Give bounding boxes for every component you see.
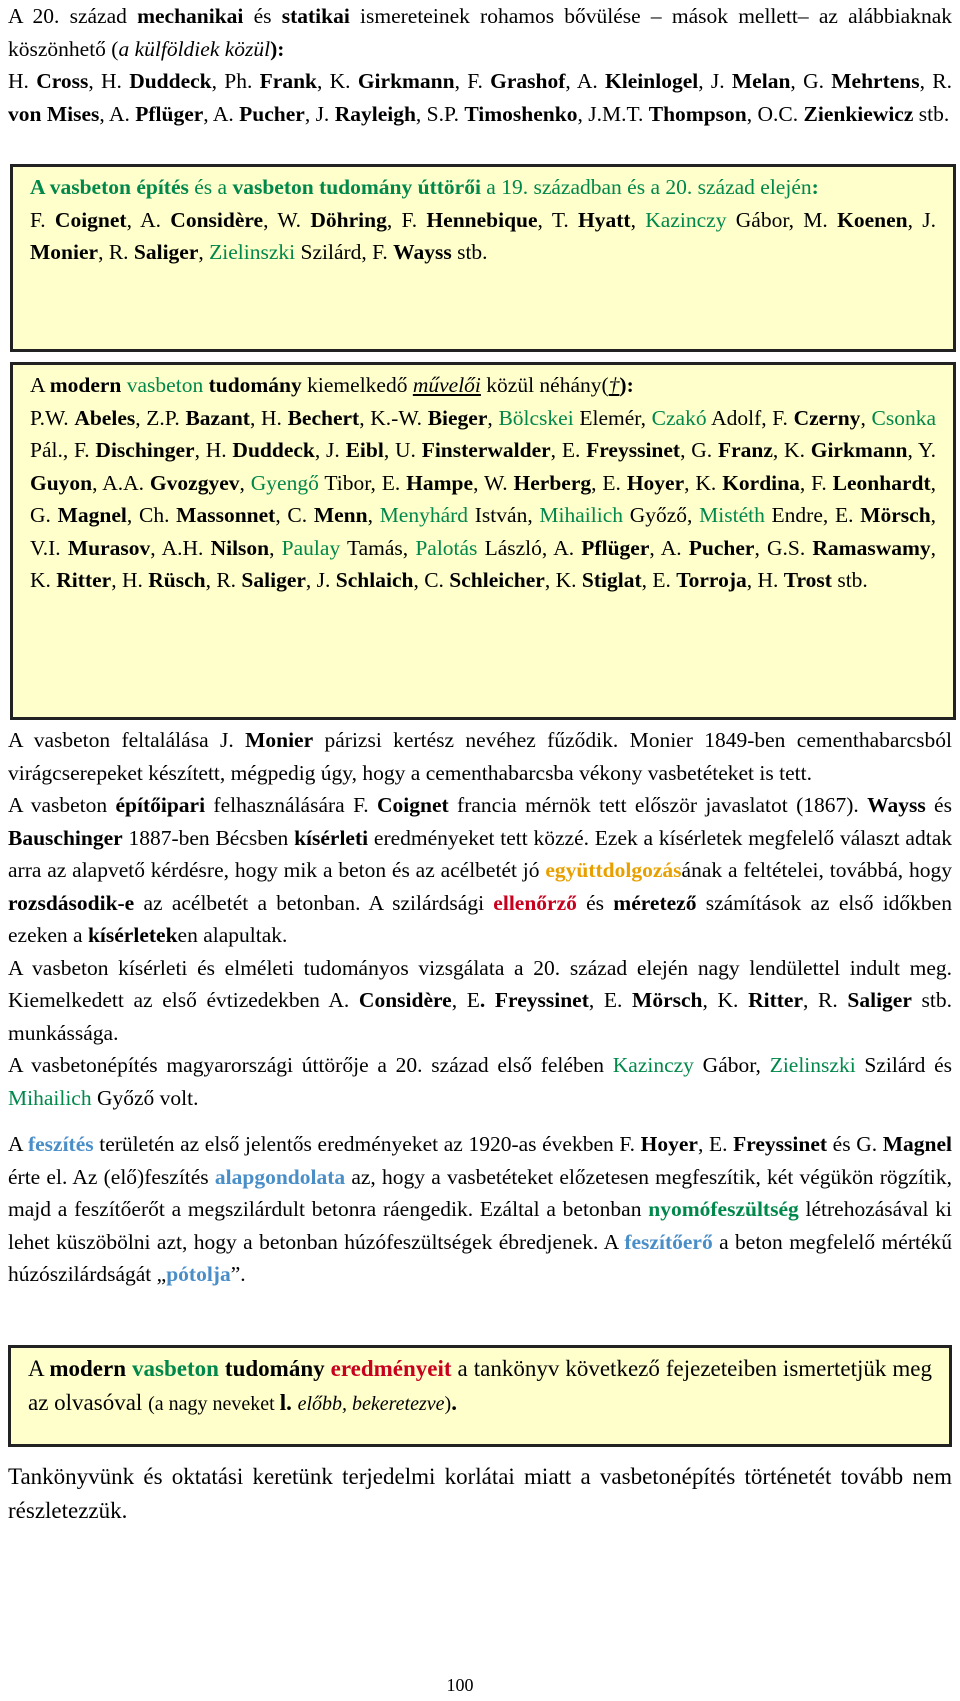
pioneers-box: [10, 164, 956, 352]
text-run: Adolf, F.: [706, 405, 794, 430]
text-run: eredményeit: [330, 1356, 452, 1381]
text-run: Hyatt: [578, 207, 631, 232]
text-run: P.W.: [30, 405, 75, 430]
text-run: , R.: [802, 988, 848, 1012]
text-run: Saliger: [133, 240, 199, 264]
text-run: , J.: [907, 207, 936, 232]
text-run: az, hogy a vasbetéteket előzetesen megfeszítik, két végükön rögzítik, majd a feszítőerőt a megszilárdult betonra ráengedik. Ezáltal a betonban: [8, 1164, 953, 1221]
text-run: Schleicher: [449, 568, 545, 592]
text-run: :: [811, 175, 819, 199]
text-run: , Z.P.: [135, 405, 186, 430]
text-run: , R.: [919, 69, 952, 93]
text-run: Czerny: [793, 405, 861, 430]
text-run: méretező: [613, 890, 697, 915]
text-run: Gvozgyev: [149, 470, 240, 495]
text-run: , A.: [126, 207, 171, 232]
text-run: és: [925, 793, 952, 817]
text-run: Győző,: [623, 503, 700, 527]
text-run: mechanikai: [137, 4, 244, 28]
text-run: Magnel: [882, 1132, 953, 1156]
text-run: , E.: [697, 1132, 734, 1156]
text-run: Girkmann: [357, 69, 455, 93]
text-run: Saliger: [847, 988, 912, 1012]
text-run: , K.: [772, 438, 811, 462]
pioneers-text: [30, 171, 936, 269]
text-run: , G.: [30, 470, 936, 527]
text-run: Rüsch: [148, 568, 206, 592]
text-run: Ritter: [748, 988, 803, 1012]
text-run: Gyengő: [250, 470, 319, 495]
text-run: , E.: [588, 988, 633, 1012]
text-run: László, A.: [477, 535, 582, 560]
text-run: tudomány úttörői: [319, 175, 481, 199]
text-run: , U.: [383, 438, 422, 462]
text-run: , A.H.: [150, 535, 211, 560]
text-run: ellenőrző: [493, 890, 577, 915]
intro-paragraph: [8, 0, 952, 130]
text-run: H.: [8, 69, 37, 93]
text-run: területén az első jelentős eredményeket az 1920-as években F.: [93, 1132, 641, 1156]
text-run: kísérleti: [294, 825, 369, 850]
paragraph-hungarian-pioneers: [8, 1049, 952, 1114]
text-run: művelői: [412, 373, 481, 397]
text-run: Murasov: [67, 535, 151, 560]
text-run: Koenen: [837, 207, 908, 232]
text-run: , K.: [684, 470, 723, 495]
text-run: építőipari: [115, 793, 206, 817]
text-run: Szilárd és: [855, 1053, 952, 1077]
body-text: [8, 724, 952, 1291]
text-run: Grashof: [490, 69, 566, 93]
modern-scholars-box: [10, 362, 956, 720]
text-run: , A.: [649, 535, 689, 560]
text-run: Czakó: [651, 405, 707, 430]
text-run: érte el. Az (elő)feszítés: [8, 1164, 215, 1189]
text-run: Mihailich: [539, 503, 624, 527]
text-run: A vasbeton feltalálása J.: [8, 728, 246, 752]
text-run: Pflüger: [581, 535, 650, 560]
text-run: Monier: [245, 728, 314, 752]
text-run: , W.: [473, 470, 514, 495]
text-run: ,: [630, 207, 646, 232]
text-run: Considère: [170, 207, 264, 232]
text-run: , F.: [386, 207, 427, 232]
text-run: Pucher: [688, 535, 755, 560]
text-run: ):: [270, 36, 285, 61]
paragraph-research: [8, 952, 952, 1050]
text-run: a tankönyv következő fejezeteiben ismertetjük meg az olvasóval: [28, 1356, 933, 1415]
text-run: Melan: [731, 69, 791, 93]
text-run: A: [28, 1356, 50, 1381]
text-run: Freyssinet: [586, 438, 681, 462]
text-run: Döhring: [310, 207, 387, 232]
text-run: , T.: [537, 207, 579, 232]
text-run: Bechert: [287, 405, 360, 430]
text-run: nyomófeszültség: [648, 1197, 799, 1221]
text-run: stb. munkássága.: [8, 988, 953, 1045]
text-run: ,: [239, 470, 251, 495]
text-run: feszítőerő: [624, 1229, 713, 1254]
text-run: A: [8, 1132, 28, 1156]
text-run: vasbeton: [49, 175, 131, 199]
text-run: ): [444, 1393, 452, 1415]
text-run: Bieger: [427, 405, 488, 430]
text-run: , K.: [30, 535, 937, 592]
paragraph-monier: [8, 724, 952, 789]
text-run: Zielinszki: [769, 1053, 856, 1077]
text-run: A 20. század: [8, 4, 138, 28]
text-run: A: [30, 373, 50, 397]
text-run: , Y.: [907, 438, 937, 462]
text-run: , G.: [680, 438, 718, 462]
text-run: , J.M.T.: [577, 101, 649, 126]
text-run: ”.: [230, 1262, 246, 1286]
text-run: a beton megfelelő mértékű húzószilárdságát „: [8, 1229, 952, 1286]
closing-paragraph: Tankönyvünk és oktatási keretünk terjedelmi korlátai miatt a vasbetonépítés történetét tovább nem részletezzük.: [8, 1464, 952, 1523]
text-run: Hoyer: [626, 470, 685, 495]
text-run: , K.-W.: [359, 405, 428, 430]
text-run: Stiglat: [581, 568, 642, 592]
text-run: , C.: [413, 568, 450, 592]
text-run: Kordina: [722, 470, 800, 495]
text-run: Thompson: [648, 101, 747, 126]
text-run: Pflüger: [135, 101, 204, 126]
paragraph-coignet: [8, 789, 952, 952]
text-run: , H.: [111, 568, 149, 592]
text-run: modern: [49, 1356, 127, 1381]
textbook-note-box: [8, 1345, 952, 1447]
text-run: vasbeton: [126, 373, 204, 397]
textbook-note-text: [28, 1352, 932, 1421]
text-run: A vasbeton: [8, 793, 116, 817]
text-run: Wayss: [393, 240, 452, 264]
text-run: Mihailich: [8, 1085, 92, 1110]
text-run: statikai: [281, 4, 350, 28]
text-run: Herberg: [513, 470, 592, 495]
text-run: ,: [487, 405, 499, 430]
text-run: , G.: [790, 69, 832, 93]
text-run: vasbeton: [232, 175, 314, 199]
text-run: , F.: [799, 470, 833, 495]
text-run: Győző volt.: [91, 1085, 199, 1110]
text-run: Palotás: [415, 535, 478, 560]
text-run: l.: [279, 1390, 292, 1415]
text-run: Considère: [358, 988, 452, 1012]
text-run: Paulay: [281, 535, 341, 560]
paragraph-prestressing: [8, 1128, 952, 1291]
text-run: tudomány: [208, 373, 302, 397]
text-run: , J.: [314, 438, 346, 462]
text-run: ,: [367, 503, 380, 527]
text-run: Csonka: [871, 405, 936, 430]
modern-scholars-text: [30, 369, 936, 597]
text-run: francia mérnök tett először javaslatot (1867).: [448, 793, 868, 817]
text-run: , A.: [203, 101, 240, 126]
text-run: Hennebique: [426, 207, 538, 232]
text-run: , J.: [698, 69, 732, 93]
text-run: Girkmann: [810, 438, 908, 462]
text-run: Gábor,: [693, 1053, 770, 1077]
text-run: modern: [49, 373, 122, 397]
text-run: Cross: [36, 69, 89, 93]
text-run: Bazant: [185, 405, 250, 430]
text-run: Zielinszki: [209, 240, 296, 264]
text-run: A vasbetonépítés magyarországi úttörője a 20. század első felében: [8, 1053, 613, 1077]
text-run: Bölcskei: [498, 405, 574, 430]
text-run: ,: [198, 240, 210, 264]
text-run: Menyhárd: [379, 503, 469, 527]
text-run: , H.: [746, 568, 784, 592]
text-run: , C.: [275, 503, 314, 527]
text-run: Nilson: [210, 535, 270, 560]
text-run: Magnel: [57, 503, 127, 527]
text-run: kiemelkedő: [301, 373, 413, 397]
text-run: István,: [468, 503, 540, 527]
text-run: ismereteinek rohamos bővülése – mások mellett– az alábbiaknak köszönhető (: [8, 4, 952, 61]
text-run: előbb, bekeretezve: [297, 1393, 445, 1415]
text-run: Torroja: [676, 568, 747, 592]
text-run: , H.: [88, 69, 130, 93]
text-run: Kleinlogel: [605, 69, 699, 93]
text-run: A: [30, 175, 50, 199]
text-run: Coignet: [377, 793, 449, 817]
text-run: Tibor, E.: [318, 470, 407, 495]
text-run: stb.: [451, 240, 488, 264]
text-run: ,: [269, 535, 282, 560]
text-run: Duddeck: [232, 438, 315, 462]
text-run: stb.: [913, 101, 950, 126]
text-run: számítások az első időkben ezeken a: [8, 890, 952, 947]
text-run: Hampe: [406, 470, 474, 495]
text-run: †: [608, 373, 620, 397]
text-run: Szilárd, F.: [295, 240, 394, 264]
text-run: Bauschinger: [8, 825, 123, 850]
text-run: ):: [619, 373, 634, 397]
text-run: Ramaswamy: [812, 535, 931, 560]
text-run: a 19. században és a 20. század elején: [480, 175, 812, 199]
text-run: pótolja: [166, 1262, 231, 1286]
text-run: ának a feltételei, továbbá, hogy: [681, 858, 952, 882]
text-run: F.: [30, 207, 55, 232]
text-run: Mörsch: [860, 503, 931, 527]
text-run: , G.S.: [754, 535, 813, 560]
text-run: Schlaich: [335, 568, 414, 592]
text-run: Monier: [30, 240, 99, 264]
text-run: az acélbetét a betonban. A szilárdsági: [134, 890, 494, 915]
text-run: Coignet: [54, 207, 127, 232]
text-run: Trost: [783, 568, 832, 592]
text-run: , H.: [249, 405, 288, 430]
text-run: A vasbeton kísérleti és elméleti tudományos vizsgálata a 20. század elején nagy lendülettel indult meg. Kiemelkedett az első évtizedekben A.: [8, 955, 952, 1012]
text-run: Abeles: [74, 405, 136, 430]
text-run: , K.: [702, 988, 749, 1012]
text-run: Mörsch: [632, 988, 703, 1012]
text-run: , A.: [565, 69, 606, 93]
text-run: a külföldiek közül: [118, 36, 271, 61]
text-run: .: [451, 1390, 457, 1415]
text-run: alapgondolata: [214, 1164, 346, 1189]
text-run: Kazinczy: [645, 207, 727, 232]
text-run: , K.: [544, 568, 582, 592]
text-run: eredményeket tett közzé. Ezek a kísérletek megfelelő választ adtak arra az alapvető kérdésre, hogy mik a beton és az acélbetét jó: [8, 825, 952, 882]
text-run: Ritter: [56, 568, 112, 592]
text-run: és G.: [827, 1132, 883, 1156]
text-run: felhasználására F.: [205, 793, 378, 817]
text-run: stb.: [831, 568, 868, 592]
text-run: közül néhány(: [480, 373, 609, 397]
text-run: , F.: [454, 69, 491, 93]
text-run: tudomány: [224, 1356, 325, 1381]
text-run: Tamás,: [340, 535, 416, 560]
text-run: , S.P.: [415, 101, 465, 126]
text-run: Pucher: [239, 101, 305, 126]
text-run: Mehrtens: [831, 69, 920, 93]
text-run: Eibl: [345, 438, 384, 462]
text-run: Endre, E.: [764, 503, 861, 527]
text-run: Hoyer: [640, 1132, 698, 1156]
text-run: Elemér,: [573, 405, 652, 430]
text-run: Zienkiewicz: [803, 101, 914, 126]
text-run: , O.C.: [746, 101, 804, 126]
text-run: és: [576, 890, 614, 915]
text-run: együttdolgozás: [545, 858, 682, 882]
text-run: Mistéth: [699, 503, 765, 527]
text-run: ,: [860, 405, 872, 430]
page-number: 100: [446, 1675, 474, 1695]
text-run: rozsdásodik-e: [8, 890, 135, 915]
text-run: , W.: [263, 207, 311, 232]
text-run: kísérletek: [87, 923, 178, 947]
text-run: létrehozásával ki lehet küszöbölni azt, hogy a betonban húzófeszültségek ébredjenek. A: [8, 1197, 952, 1254]
text-run: Leonhardt: [832, 470, 931, 495]
text-run: , Ch.: [126, 503, 177, 527]
text-run: Menn: [313, 503, 368, 527]
text-run: Pál., F.: [30, 438, 96, 462]
text-run: en alapultak.: [177, 923, 288, 947]
text-run: és: [243, 4, 282, 28]
text-run: , H.: [194, 438, 233, 462]
text-run: , J.: [305, 568, 336, 592]
text-run: Saliger: [241, 568, 306, 592]
text-run: , K.: [317, 69, 358, 93]
text-run: , Ph.: [211, 69, 260, 93]
text-run: Dischinger: [95, 438, 195, 462]
text-run: Finsterwalder: [421, 438, 551, 462]
text-run: Wayss: [867, 793, 926, 817]
text-run: , E: [451, 988, 480, 1012]
text-run: Frank: [259, 69, 317, 93]
text-run: , A.A.: [92, 470, 150, 495]
text-run: Franz: [717, 438, 773, 462]
text-run: , J.: [304, 101, 335, 126]
text-run: Kazinczy: [612, 1053, 694, 1077]
text-run: Rayleigh: [334, 101, 416, 126]
text-run: , E.: [591, 470, 627, 495]
text-run: von Mises: [8, 101, 100, 126]
text-run: Timoshenko: [464, 101, 578, 126]
text-run: Gábor, M.: [726, 207, 838, 232]
text-run: és a: [188, 175, 233, 199]
text-run: párizsi kertész nevéhez fűződik. Monier 1849-ben cementhabarcsból virágcserepeket készített, mégpedig úgy, hogy a cementhabarcsba vékony vasbetéteket is tett.: [8, 728, 952, 785]
text-run: , A.: [99, 101, 136, 126]
text-run: , E.: [641, 568, 677, 592]
text-run: , V.I.: [30, 503, 937, 560]
text-run: vasbeton: [132, 1356, 219, 1381]
text-run: építés: [136, 175, 189, 199]
text-run: , R.: [98, 240, 134, 264]
text-run: Guyon: [30, 470, 93, 495]
text-run: Duddeck: [129, 69, 212, 93]
text-run: feszítés: [27, 1132, 94, 1156]
text-run: (a nagy neveket: [148, 1393, 280, 1415]
text-run: 1887-ben Bécsben: [122, 825, 295, 850]
text-run: , R.: [205, 568, 242, 592]
text-run: , E.: [550, 438, 587, 462]
text-run: Massonnet: [176, 503, 276, 527]
text-run: Freyssinet: [733, 1132, 828, 1156]
text-run: . Freyssinet: [479, 988, 589, 1012]
